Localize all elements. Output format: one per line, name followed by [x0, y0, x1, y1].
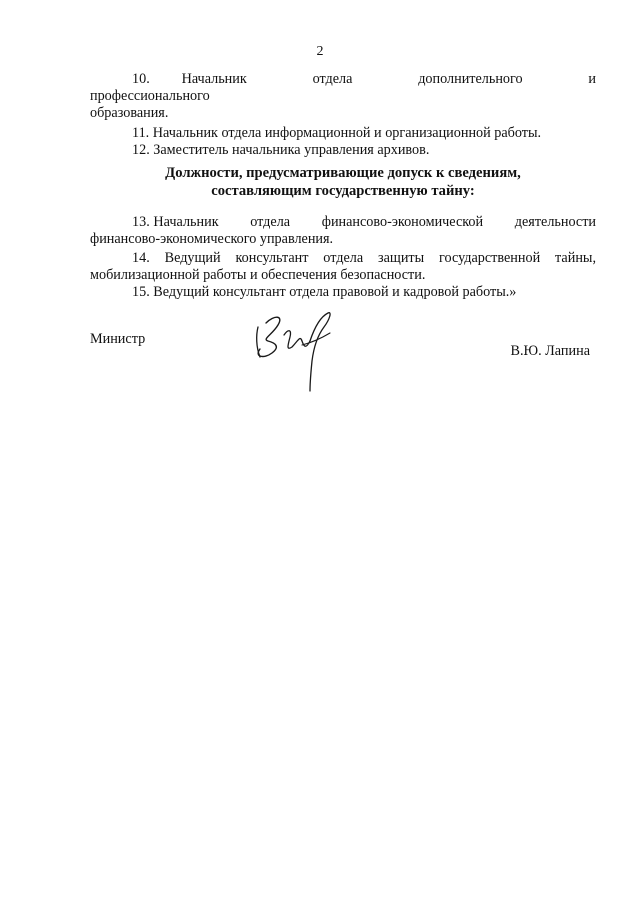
signatory-name: В.Ю. Лапина [510, 343, 590, 359]
list-item-number: 10. [132, 71, 150, 87]
list-item-10-line2: образования. [90, 105, 169, 121]
position-list-part2 [90, 214, 596, 301]
list-item-14: 14. Ведущий консультант отдела защиты государственной тайны, мобилизационной работы и обеспечения безопасности. [90, 250, 596, 283]
handwritten-signature [244, 305, 344, 395]
page-number: 2 [316, 44, 324, 59]
section-heading-line1: Должности, предусматривающие допуск к сведениям, [165, 165, 521, 181]
list-item-10-line1: 10. Начальник отдела дополнительного и профессионального [90, 71, 597, 104]
list-item-13-line1: 13. Начальник отдела финансово-экономической деятельности [132, 214, 596, 230]
list-item-12: 12. Заместитель начальника управления архивов. [132, 142, 430, 158]
list-item-13-line2: финансово-экономического управления. [90, 231, 334, 247]
list-item-15: 15. Ведущий консультант отдела правовой и кадровой работы.» [132, 284, 517, 300]
signatory-title: Министр [90, 331, 146, 347]
position-list-part1 [90, 71, 596, 159]
list-item-11: 11. Начальник отдела информационной и организационной работы. [132, 125, 542, 141]
section-heading-line2: составляющим государственную тайну: [211, 183, 475, 199]
section-heading [90, 164, 596, 200]
